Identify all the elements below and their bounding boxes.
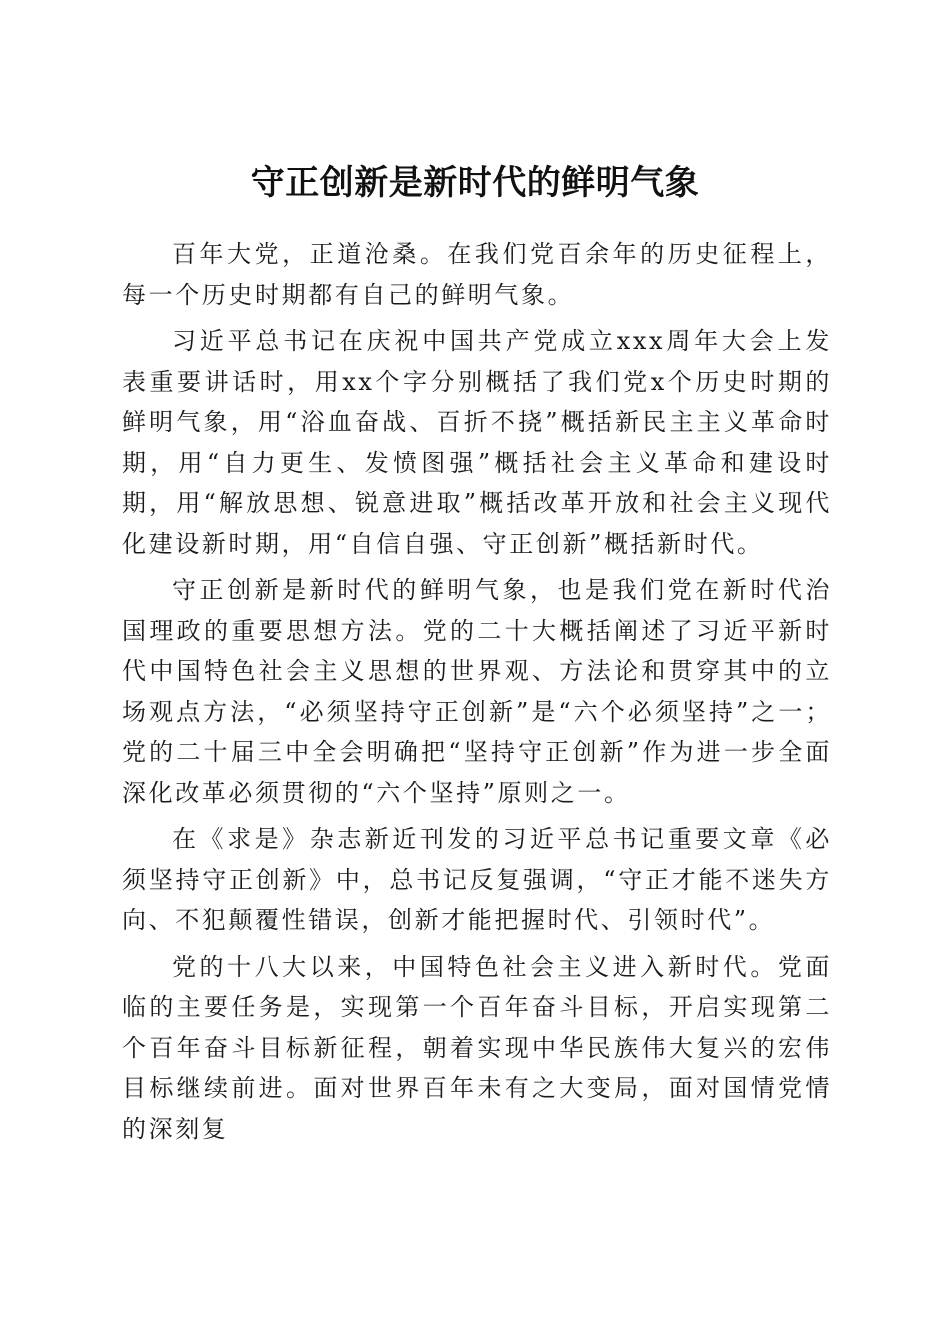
paragraph: 百年大党，正道沧桑。在我们党百余年的历史征程上，每一个历史时期都有自己的鲜明气象。 xyxy=(122,240,832,309)
document-body xyxy=(122,234,832,1149)
paragraph: 党的十八大以来，中国特色社会主义进入新时代。党面临的主要任务是，实现第一个百年奋斗目标，开启实现第二个百年奋斗目标新征程，朝着实现中华民族伟大复兴的宏伟目标继续前进。面对世界百年未有之大变局，面对国情党情的深刻复 xyxy=(122,952,832,1143)
paragraph: 守正创新是新时代的鲜明气象，也是我们党在新时代治国理政的重要思想方法。党的二十大概括阐述了习近平新时代中国特色社会主义思想的世界观、方法论和贯穿其中的立场观点方法，“必须坚持守正创新”是“六个必须坚持”之一；党的二十届三中全会明确把“坚持守正创新”作为进一步全面深化改革必须贯彻的“六个坚持”原则之一。 xyxy=(122,576,832,807)
paragraph: 在《求是》杂志新近刊发的习近平总书记重要文章《必须坚持守正创新》中，总书记反复强调，“守正才能不迷失方向、不犯颠覆性错误，创新才能把握时代、引领时代”。 xyxy=(122,825,832,934)
paragraph: 习近平总书记在庆祝中国共产党成立xxx周年大会上发表重要讲话时，用xx个字分别概括了我们党x个历史时期的鲜明气象，用“浴血奋战、百折不挠”概括新民主主义革命时期，用“自力更生、发愤图强”概括社会主义革命和建设时期，用“解放思想、锐意进取”概括改革开放和社会主义现代化建设新时期，用“自信自强、守正创新”概括新时代。 xyxy=(122,327,832,558)
document-title: 守正创新是新时代的鲜明气象 xyxy=(250,162,700,203)
